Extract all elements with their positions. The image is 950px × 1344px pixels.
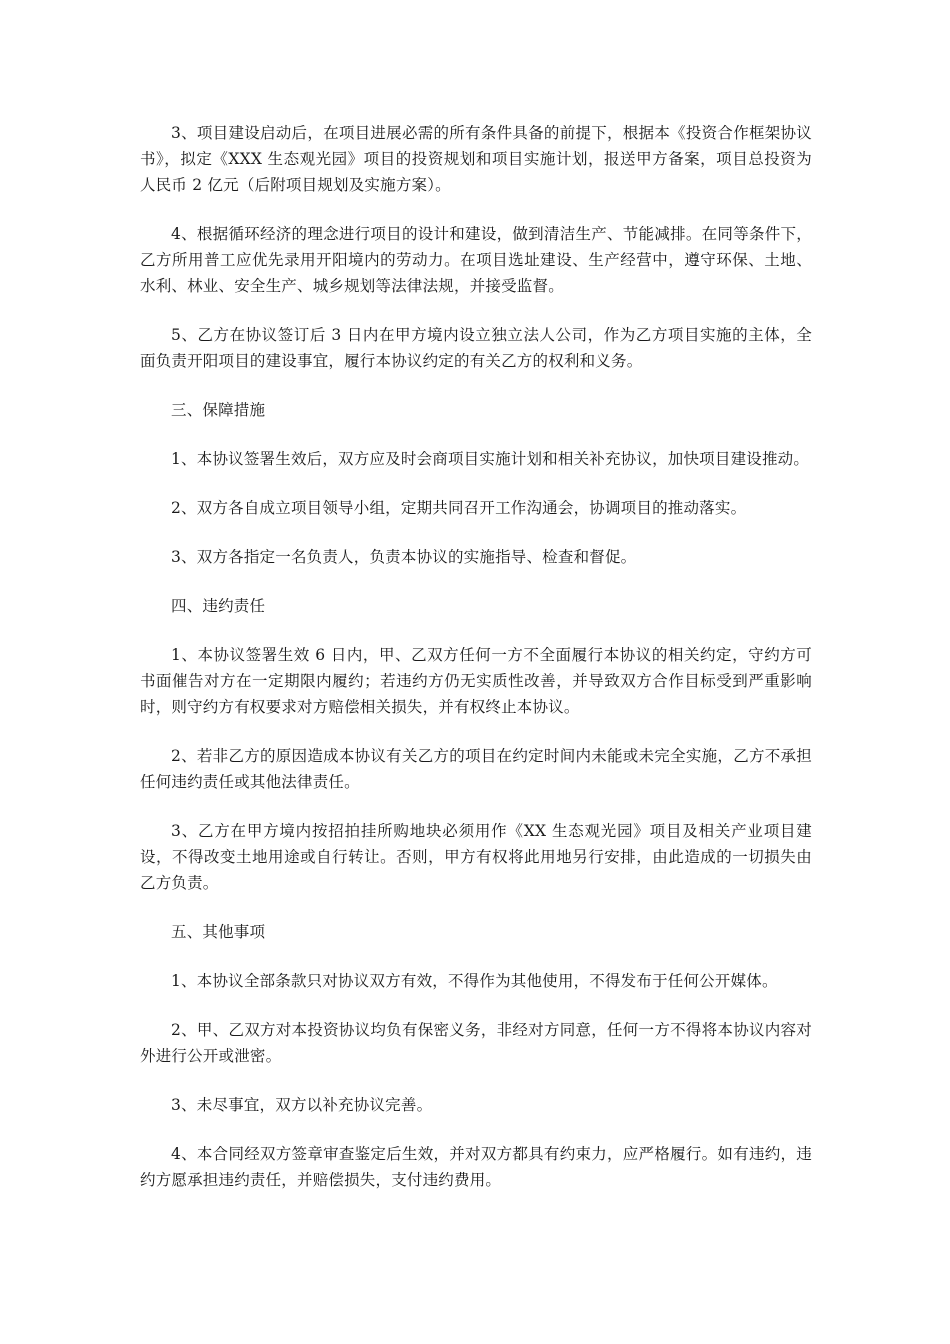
clause-2-4: 4、根据循环经济的理念进行项目的设计和建设，做到清洁生产、节能减排。在同等条件下，乙方所用普工应优先录用开阳境内的劳动力。在项目选址建设、生产经营中，遵守环保、土地、水利、林业、安全生产、城乡规划等法律法规，并接受监督。 <box>140 225 812 295</box>
section-heading-5: 五、其他事项 <box>171 923 266 941</box>
clause-4-1: 1、本协议签署生效 6 日内，甲、乙双方任何一方不全面履行本协议的相关约定，守约方可书面催告对方在一定期限内履约；若违约方仍无实质性改善，并导致双方合作目标受到严重影响时，则守约方有权要求对方赔偿相关损失，并有权终止本协议。 <box>140 646 812 716</box>
clause-5-2: 2、甲、乙双方对本投资协议均负有保密义务，非经对方同意，任何一方不得将本协议内容对外进行公开或泄密。 <box>140 1021 812 1065</box>
clause-3-3: 3、双方各指定一名负责人，负责本协议的实施指导、检查和督促。 <box>171 548 637 566</box>
clause-5-4: 4、本合同经双方签章审查鉴定后生效，并对双方都具有约束力，应严格履行。如有违约，违约方愿承担违约责任，并赔偿损失，支付违约费用。 <box>140 1145 812 1189</box>
clause-2-5: 5、乙方在协议签订后 3 日内在甲方境内设立独立法人公司，作为乙方项目实施的主体，全面负责开阳项目的建设事宜，履行本协议约定的有关乙方的权利和义务。 <box>140 326 812 370</box>
clause-4-2: 2、若非乙方的原因造成本协议有关乙方的项目在约定时间内未能或未完全实施，乙方不承担任何违约责任或其他法律责任。 <box>140 747 812 791</box>
clause-5-1: 1、本协议全部条款只对协议双方有效，不得作为其他使用，不得发布于任何公开媒体。 <box>171 972 778 990</box>
section-heading-3: 三、保障措施 <box>171 401 266 419</box>
document-body <box>140 120 812 1216</box>
clause-2-3: 3、项目建设启动后，在项目进展必需的所有条件具备的前提下，根据本《投资合作框架协议书》，拟定《XXX 生态观光园》项目的投资规划和项目实施计划，报送甲方备案，项目总投资为人民币 2 亿元（后附项目规划及实施方案）。 <box>140 124 812 194</box>
clause-4-3: 3、乙方在甲方境内按招拍挂所购地块必须用作《XX 生态观光园》项目及相关产业项目建设，不得改变土地用途或自行转让。否则，甲方有权将此用地另行安排，由此造成的一切损失由乙方负责。 <box>140 822 812 892</box>
clause-5-3: 3、未尽事宜，双方以补充协议完善。 <box>171 1096 433 1114</box>
clause-3-2: 2、双方各自成立项目领导小组，定期共同召开工作沟通会，协调项目的推动落实。 <box>171 499 747 517</box>
section-heading-4: 四、违约责任 <box>171 597 266 615</box>
clause-3-1: 1、本协议签署生效后，双方应及时会商项目实施计划和相关补充协议，加快项目建设推动。 <box>171 450 810 468</box>
